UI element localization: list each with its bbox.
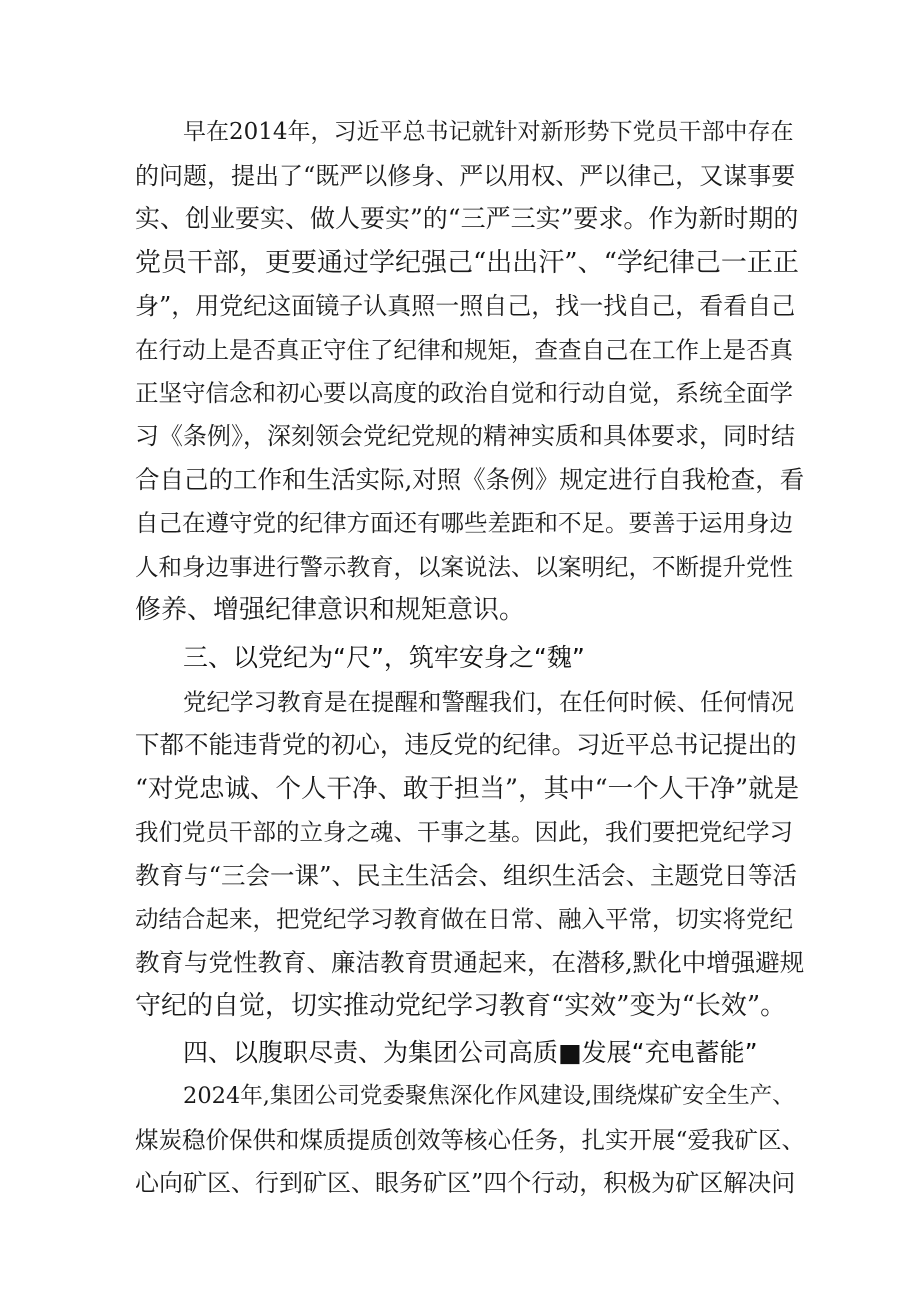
- paragraph1-line-12: 修养、增强纪律意识和规矩意识。: [135, 595, 526, 625]
- paragraph2-line-8: 守纪的自觉，切实推动党纪学习教育“实效”变为“长效”。: [135, 991, 787, 1021]
- paragraph1-line-7: 正坚守信念和初心要以高度的政治自觉和行动自觉，系统全面学: [135, 379, 793, 407]
- paragraph2-line-6: 动结合起来，把党纪学习教育做在日常、融入平常，切实将党纪: [135, 905, 793, 933]
- paragraph3-line-2: 煤炭稳价保供和煤质提质创效等核心任务，扎实开展“爱我矿区、: [135, 1126, 806, 1154]
- paragraph1-line-11: 人和身边事进行警示教育，以案说法、以案明纪，不断提升党性: [135, 553, 793, 581]
- paragraph1-line-6: 在行动上是否真正守住了纪律和规矩，查查自己在工作上是否真: [135, 336, 793, 364]
- paragraph1-line-5: 身”，用党纪这面镜子认真照一照自己，找一找自己，看看自己: [135, 292, 796, 320]
- paragraph2-line-4: 我们党员干部的立身之魂、干事之基。因此，我们要把党纪学习: [135, 818, 793, 846]
- paragraph2-line-3: “对党忠诚、个人干净、敢于担当”，其中“一个人干净”就是: [135, 774, 800, 804]
- paragraph2-line-5: 教育与“三会一课”、民主生活会、组织生活会、主题党日等活: [135, 861, 798, 890]
- paragraph1-line-10: 自己在遵守党的纪律方面还有哪些差距和不足。要善于运用身边: [135, 509, 793, 537]
- paragraph3-line-3: 心向矿区、行到矿区、眼务矿区”四个行动，积极为矿区解决问: [135, 1169, 796, 1197]
- paragraph2-line-1: 党纪学习教育是在提醒和警醒我们，在任何时候、任何情况: [183, 688, 794, 716]
- paragraph1-line-3: 实、创业要实、做人要实”的“三严三实”要求。作为新时期的: [135, 204, 799, 233]
- paragraph2-line-7: 教育与党性教育、廉洁教育贯通起来，在潜移,默化中增强避规: [135, 948, 805, 977]
- paragraph1-line-8: 习《条例》，深刻领会党纪党规的精神实质和具体要求，同时结: [135, 422, 795, 450]
- paragraph1-line-2: 的问题，提出了“既严以修身、严以用权、严以律己，又谋事要: [135, 162, 796, 190]
- paragraph2-line-2: 下都不能违背党的初心，违反党的纪律。习近平总书记提出的: [135, 730, 797, 759]
- section-heading-3: 三、以党纪为“尺”，筑牢安身之“魏”: [183, 643, 585, 672]
- paragraph1-line-1: 早在2014年，习近平总书记就针对新形势下党员干部中存在: [183, 119, 794, 145]
- section-heading-4: 四、以腹职尽责、为集团公司高质■发展“充电蓄能”: [183, 1038, 758, 1067]
- paragraph1-line-9: 合自己的工作和生活实际,对照《条例》规定进行自我枪查，看: [135, 465, 805, 494]
- paragraph3-line-1: 2024年,集团公司党委聚焦深化作风建设,围绕煤矿安全生产、: [183, 1083, 795, 1109]
- paragraph1-line-4: 党员干部，更要通过学纪强己“出出汗”、“学纪律己一正正: [135, 248, 799, 278]
